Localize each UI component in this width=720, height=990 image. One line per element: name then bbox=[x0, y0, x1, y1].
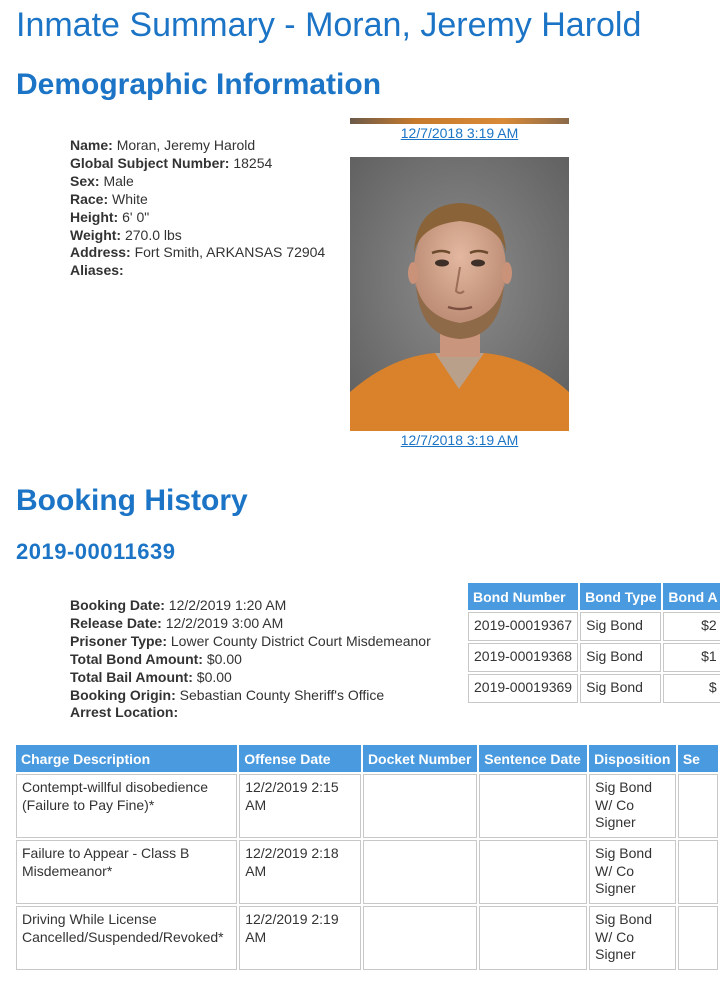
subject-number-row: Global Subject Number: 18254 bbox=[70, 154, 273, 171]
arrest-location-row: Arrest Location: bbox=[70, 704, 179, 721]
address-row: Address: Fort Smith, ARKANSAS 72904 bbox=[70, 244, 326, 261]
table-row bbox=[16, 774, 718, 838]
charge-description-cell: Driving While License Cancelled/Suspended/Revoked* bbox=[16, 906, 237, 970]
booking-number: 2019-00011639 bbox=[16, 539, 176, 564]
prisoner-type-row: Prisoner Type: Lower County District Court Misdemeanor bbox=[70, 632, 431, 649]
disposition-header[interactable]: Disposition bbox=[589, 745, 676, 772]
bond-amount-cell: $ bbox=[663, 674, 720, 703]
bond-type-cell: Sig Bond bbox=[580, 674, 661, 703]
docket-number-cell bbox=[363, 774, 477, 838]
sentence-date-cell bbox=[479, 906, 587, 970]
bond-number-cell: 2019-00019368 bbox=[468, 643, 578, 672]
height-row: Height: 6' 0" bbox=[70, 208, 150, 225]
previous-photo-strip[interactable] bbox=[350, 118, 569, 124]
charge-description-header[interactable]: Charge Description bbox=[16, 745, 237, 772]
docket-number-cell bbox=[363, 906, 477, 970]
bond-amount-cell: $1 bbox=[663, 643, 720, 672]
table-row bbox=[468, 643, 720, 672]
offense-date-cell: 12/2/2019 2:19 AM bbox=[239, 906, 361, 970]
sentence-header[interactable]: Se bbox=[678, 745, 718, 772]
bond-number-header[interactable]: Bond Number bbox=[468, 583, 578, 610]
demographic-info bbox=[70, 137, 325, 280]
table-row bbox=[16, 840, 718, 904]
bond-amount-cell: $2 bbox=[663, 612, 720, 641]
offense-date-cell: 12/2/2019 2:15 AM bbox=[239, 774, 361, 838]
booking-date-row: Booking Date: 12/2/2019 1:20 AM bbox=[70, 597, 287, 613]
charges-header-row bbox=[16, 745, 718, 772]
bond-header-row bbox=[468, 583, 720, 610]
disposition-cell: Sig Bond W/ Co Signer bbox=[589, 840, 676, 904]
bond-type-cell: Sig Bond bbox=[580, 612, 661, 641]
release-date-row: Release Date: 12/2/2019 3:00 AM bbox=[70, 614, 284, 631]
docket-number-cell bbox=[363, 840, 477, 904]
charges-table bbox=[14, 743, 720, 972]
sentence-cell bbox=[678, 906, 718, 970]
bond-table bbox=[466, 581, 720, 705]
table-row bbox=[16, 906, 718, 970]
booking-history-heading: Booking History bbox=[16, 484, 248, 517]
total-bond-row: Total Bond Amount: $0.00 bbox=[70, 650, 242, 667]
table-row bbox=[468, 612, 720, 641]
aliases-row: Aliases: bbox=[70, 262, 124, 279]
offense-date-header[interactable]: Offense Date bbox=[239, 745, 361, 772]
booking-info bbox=[70, 597, 431, 722]
charge-description-cell: Contempt-willful disobedience (Failure to Pay Fine)* bbox=[16, 774, 237, 838]
disposition-cell: Sig Bond W/ Co Signer bbox=[589, 906, 676, 970]
sentence-cell bbox=[678, 774, 718, 838]
offense-date-cell: 12/2/2019 2:18 AM bbox=[239, 840, 361, 904]
photo-date-link-bottom[interactable]: 12/7/2018 3:19 AM bbox=[400, 432, 519, 448]
sentence-date-header[interactable]: Sentence Date bbox=[479, 745, 587, 772]
page-title: Inmate Summary - Moran, Jeremy Harold bbox=[16, 6, 642, 44]
sentence-date-cell bbox=[479, 840, 587, 904]
bond-number-cell: 2019-00019367 bbox=[468, 612, 578, 641]
sentence-cell bbox=[678, 840, 718, 904]
bond-type-cell: Sig Bond bbox=[580, 643, 661, 672]
charge-description-cell: Failure to Appear - Class B Misdemeanor* bbox=[16, 840, 237, 904]
weight-row: Weight: 270.0 lbs bbox=[70, 226, 182, 243]
sentence-date-cell bbox=[479, 774, 587, 838]
bond-number-cell: 2019-00019369 bbox=[468, 674, 578, 703]
sex-row: Sex: Male bbox=[70, 172, 134, 189]
race-row: Race: White bbox=[70, 190, 148, 207]
disposition-cell: Sig Bond W/ Co Signer bbox=[589, 774, 676, 838]
total-bail-row: Total Bail Amount: $0.00 bbox=[70, 668, 232, 685]
booking-origin-row: Booking Origin: Sebastian County Sheriff's Office bbox=[70, 686, 385, 703]
demographic-heading: Demographic Information bbox=[16, 68, 382, 101]
docket-number-header[interactable]: Docket Number bbox=[363, 745, 477, 772]
photo-date-link-top[interactable]: 12/7/2018 3:19 AM bbox=[400, 125, 519, 141]
inmate-photo[interactable] bbox=[350, 157, 569, 431]
bond-type-header[interactable]: Bond Type bbox=[580, 583, 661, 610]
name-row: Name: Moran, Jeremy Harold bbox=[70, 137, 256, 153]
table-row bbox=[468, 674, 720, 703]
bond-amount-header[interactable]: Bond A bbox=[663, 583, 720, 610]
